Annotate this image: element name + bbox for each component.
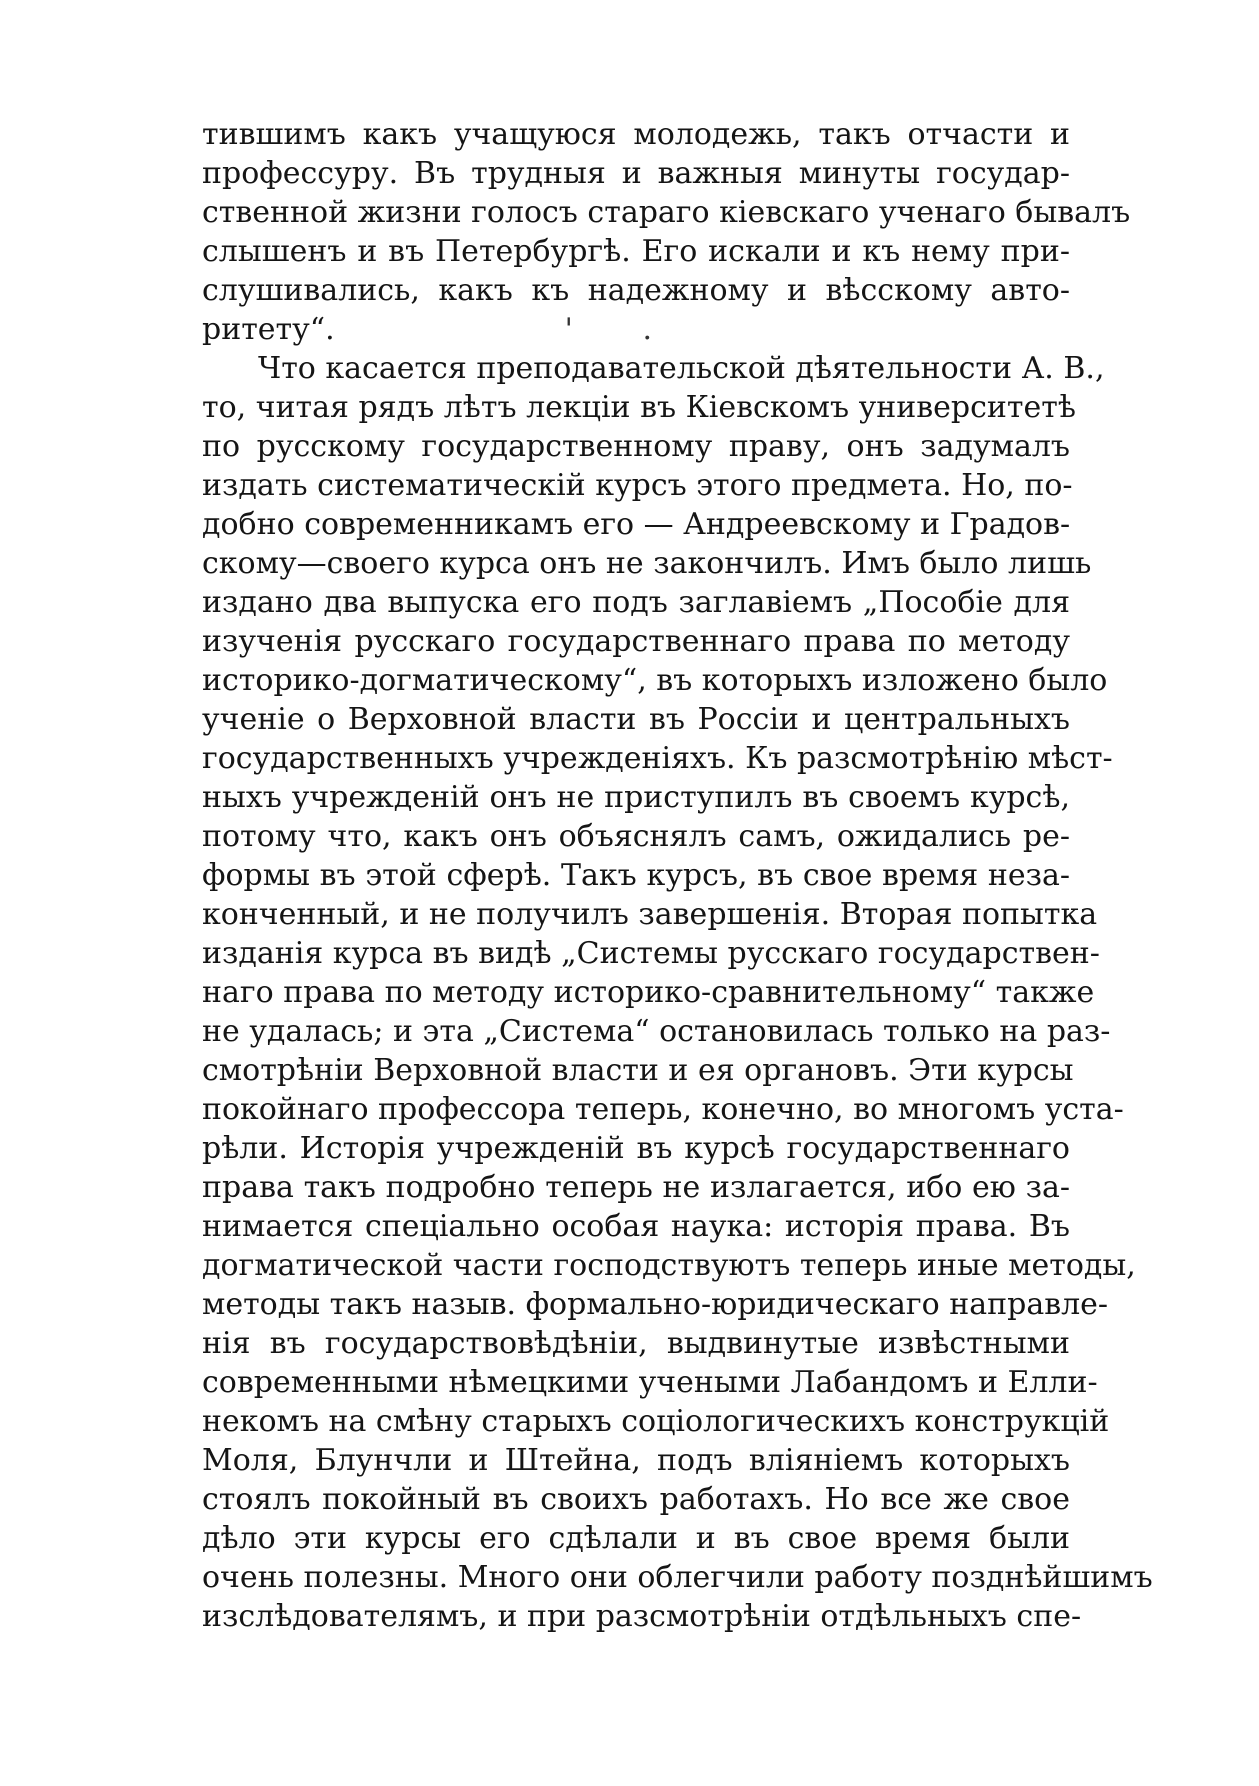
paragraph-first-line: Что касается преподавательской дѣятельности А. В., xyxy=(258,351,1105,386)
text-line: методы такъ назыв. формально-юридическаго направле- xyxy=(202,1287,1109,1322)
text-line: государственныхъ учрежденіяхъ. Къ разсмотрѣнію мѣст- xyxy=(202,741,1113,776)
text-line: ныхъ учрежденій онъ не приступилъ въ своемъ курсѣ, xyxy=(202,780,1070,815)
text-line: права такъ подробно теперь не излагается, ибо ею за- xyxy=(202,1170,1070,1205)
text-line-content: ритету“. xyxy=(202,312,335,347)
print-specks: ' . xyxy=(564,312,682,347)
text-line: издать систематическій курсъ этого предмета. Но, по- xyxy=(202,468,1073,503)
text-line: формы въ этой сферѣ. Такъ курсъ, въ свое время неза- xyxy=(202,858,1070,893)
text-line: смотрѣніи Верховной власти и ея органовъ. Эти курсы xyxy=(202,1053,1074,1088)
text-line: наго права по методу историко-сравнительному“ также xyxy=(202,975,1095,1010)
text-line: рѣли. Исторія учрежденій въ курсѣ государственнаго xyxy=(202,1131,1070,1166)
text-line: нія въ государствовѣдѣніи, выдвинутые извѣстными xyxy=(202,1326,1070,1361)
text-line: не удалась; и эта „Система“ остановилась только на раз- xyxy=(202,1014,1111,1049)
text-line: профессуру. Въ трудныя и важныя минуты государ- xyxy=(202,156,1070,191)
text-line: стоялъ покойный въ своихъ работахъ. Но все же свое xyxy=(202,1482,1070,1517)
text-line: Моля, Блунчли и Штейна, подъ вліяніемъ которыхъ xyxy=(202,1443,1070,1478)
text-line: тившимъ какъ учащуюся молодежь, такъ отчасти и xyxy=(202,117,1070,152)
text-line: изслѣдователямъ, и при разсмотрѣніи отдѣльныхъ спе- xyxy=(202,1599,1082,1634)
text-line: очень полезны. Много они облегчили работу позднѣйшимъ xyxy=(202,1560,1153,1595)
text-line: некомъ на смѣну старыхъ соціологическихъ конструкцій xyxy=(202,1404,1110,1439)
text-line: изученія русскаго государственнаго права по методу xyxy=(202,624,1070,659)
text-line: издано два выпуска его подъ заглавіемъ „Пособіе для xyxy=(202,585,1070,620)
text-line: нимается спеціально особая наука: исторія права. Въ xyxy=(202,1209,1070,1244)
text-line: ственной жизни голосъ стараго кіевскаго ученаго бывалъ xyxy=(202,195,1131,230)
paragraph-end-line xyxy=(202,310,1070,349)
text-line: слышенъ и въ Петербургѣ. Его искали и къ нему при- xyxy=(202,234,1070,269)
text-line: современными нѣмецкими учеными Лабандомъ и Елли- xyxy=(202,1365,1098,1400)
text-line: изданія курса въ видѣ „Системы русскаго государствен- xyxy=(202,936,1100,971)
text-line: ученіе о Верховной власти въ Россіи и центральныхъ xyxy=(202,702,1070,737)
text-line: то, читая рядъ лѣтъ лекціи въ Кіевскомъ университетѣ xyxy=(202,390,1076,425)
text-line: по русскому государственному праву, онъ задумалъ xyxy=(202,429,1070,464)
text-line: добно современникамъ его — Андреевскому и Градов- xyxy=(202,507,1071,542)
text-line: конченный, и не получилъ завершенія. Вторая попытка xyxy=(202,897,1098,932)
text-line: слушивались, какъ къ надежному и вѣсскому авто- xyxy=(202,273,1070,308)
text-line: покойнаго профессора теперь, конечно, во многомъ уста- xyxy=(202,1092,1124,1127)
text-line: историко-догматическому“, въ которыхъ изложено было xyxy=(202,663,1108,698)
text-line: скому—своего курса онъ не закончилъ. Имъ было лишь xyxy=(202,546,1092,581)
text-line: потому что, какъ онъ объяснялъ самъ, ожидались ре- xyxy=(202,819,1070,854)
text-line: дѣло эти курсы его сдѣлали и въ свое время были xyxy=(202,1521,1070,1556)
body-text xyxy=(202,115,1153,1636)
text-line: догматической части господствуютъ теперь иные методы, xyxy=(202,1248,1136,1283)
